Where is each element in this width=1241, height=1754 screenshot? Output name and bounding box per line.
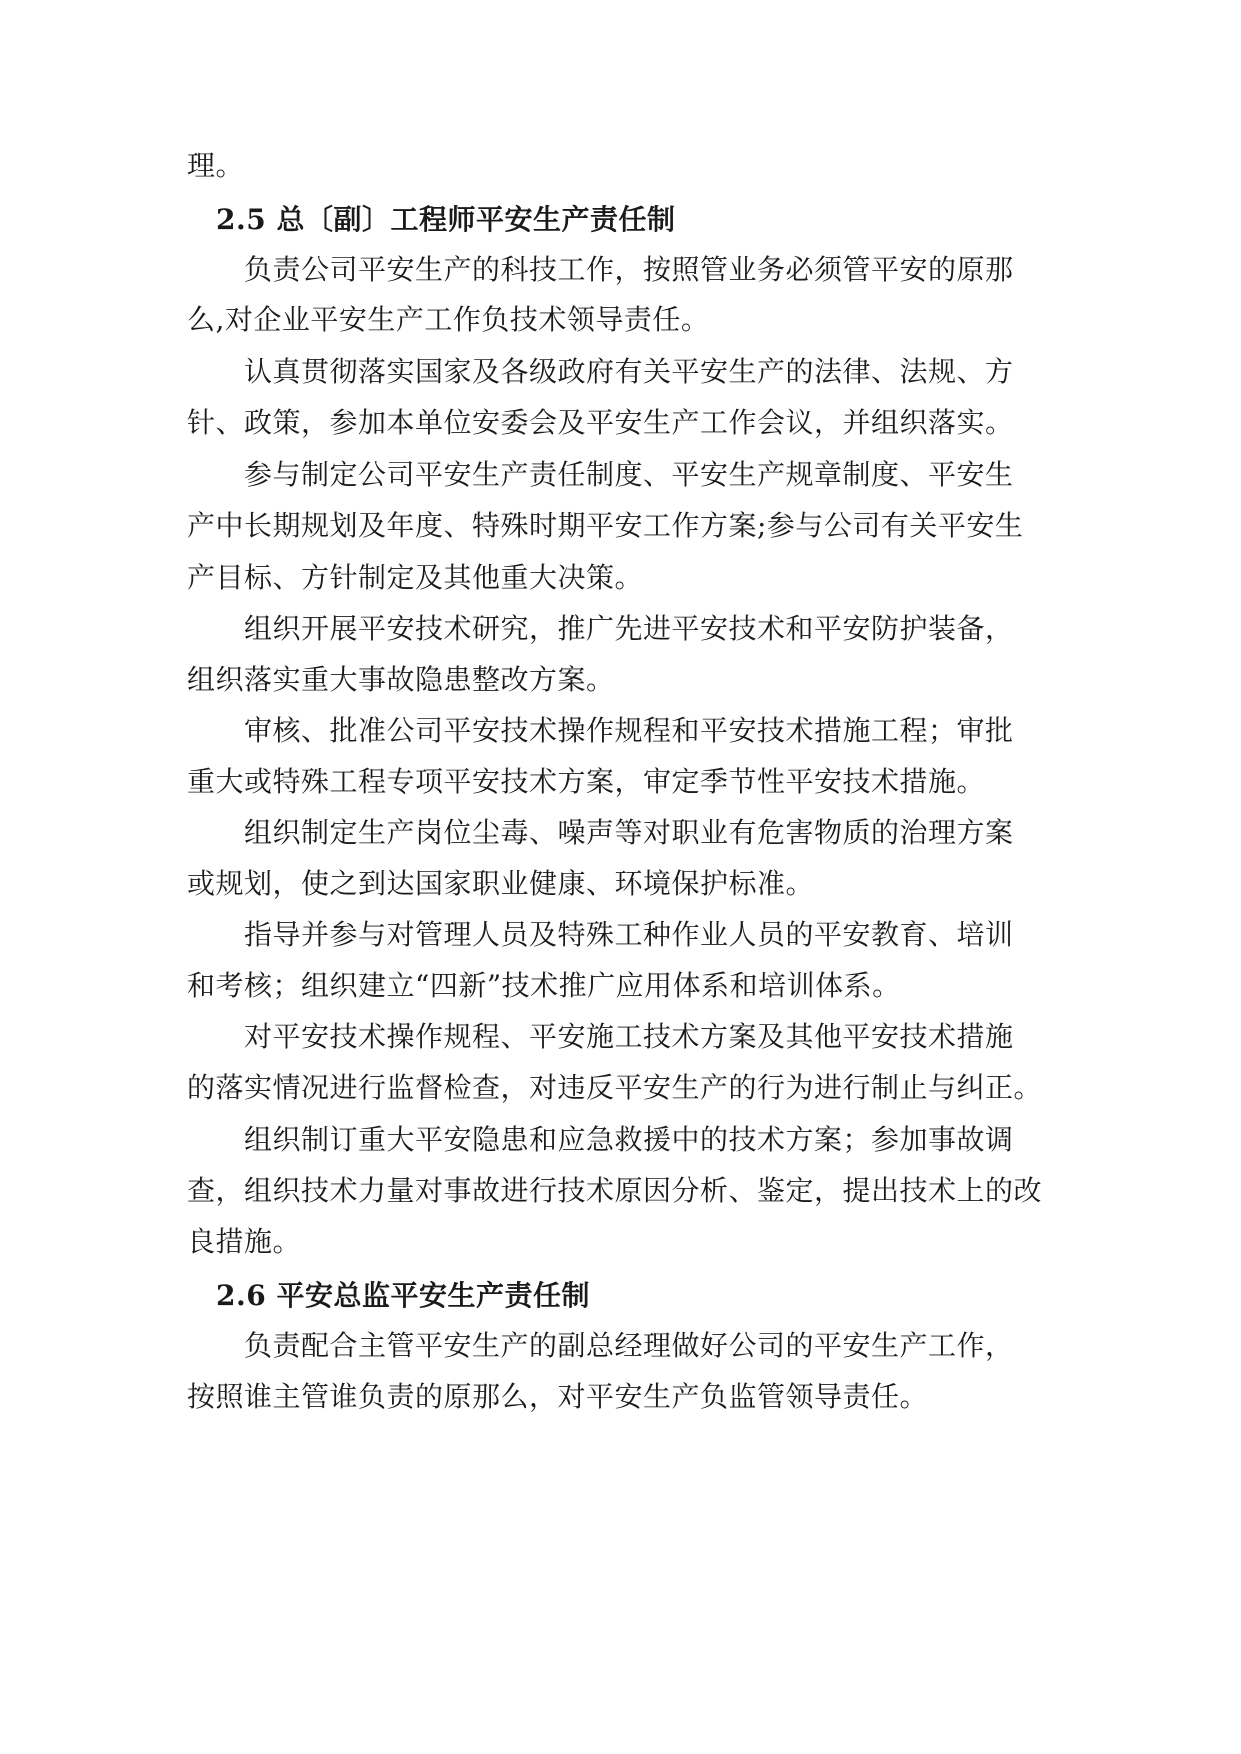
- paragraph-line: 产目标、方针制定及其他重大决策。: [187, 561, 644, 594]
- paragraph-line: 产中长期规划及年度、特殊时期平安工作方案;参与公司有关平安生: [187, 509, 1024, 542]
- paragraph-line: 和考核；组织建立“四新”技术推广应用体系和培训体系。: [187, 969, 901, 1002]
- paragraph-line: 组织制定生产岗位尘毒、噪声等对职业有危害物质的治理方案: [244, 816, 1014, 849]
- paragraph-line: 查，组织技术力量对事故进行技术原因分析、鉴定，提出技术上的改: [187, 1174, 1043, 1207]
- paragraph-line: 审核、批准公司平安技术操作规程和平安技术措施工程；审批: [244, 714, 1014, 747]
- paragraph-line: 良措施。: [187, 1225, 302, 1258]
- paragraph-line: 指导并参与对管理人员及特殊工种作业人员的平安教育、培训: [244, 918, 1014, 951]
- paragraph-line: 负责配合主管平安生产的副总经理做好公司的平安生产工作，: [244, 1329, 1014, 1362]
- paragraph-line: 对平安技术操作规程、平安施工技术方案及其他平安技术措施: [244, 1020, 1014, 1053]
- paragraph-line: 组织制订重大平安隐患和应急救援中的技术方案；参加事故调: [244, 1123, 1014, 1156]
- paragraph-line: 针、政策，参加本单位安委会及平安生产工作会议，并组织落实。: [187, 406, 1014, 439]
- paragraph-line: 组织开展平安技术研究，推广先进平安技术和平安防护装备，: [244, 612, 1014, 645]
- paragraph-line: 组织落实重大事故隐患整改方案。: [187, 663, 615, 696]
- section-heading-2-6: 2.6 平安总监平安生产责任制: [216, 1279, 590, 1312]
- paragraph-line: 的落实情况进行监督检查，对违反平安生产的行为进行制止与纠正。: [187, 1071, 1043, 1104]
- paragraph-line: 参与制定公司平安生产责任制度、平安生产规章制度、平安生: [244, 458, 1014, 491]
- section-heading-2-5: 2.5 总〔副〕工程师平安生产责任制: [216, 203, 676, 236]
- paragraph-line: 负责公司平安生产的科技工作，按照管业务必须管平安的原那: [244, 253, 1014, 286]
- paragraph-line: 理。: [187, 149, 245, 182]
- paragraph-line: 或规划，使之到达国家职业健康、环境保护标准。: [187, 867, 815, 900]
- paragraph-line: 重大或特殊工程专项平安技术方案，审定季节性平安技术措施。: [187, 765, 986, 798]
- paragraph-line: 么,对企业平安生产工作负技术领导责任。: [187, 303, 710, 336]
- paragraph-line: 按照谁主管谁负责的原那么，对平安生产负监管领导责任。: [187, 1380, 929, 1413]
- paragraph-line: 认真贯彻落实国家及各级政府有关平安生产的法律、法规、方: [244, 355, 1014, 388]
